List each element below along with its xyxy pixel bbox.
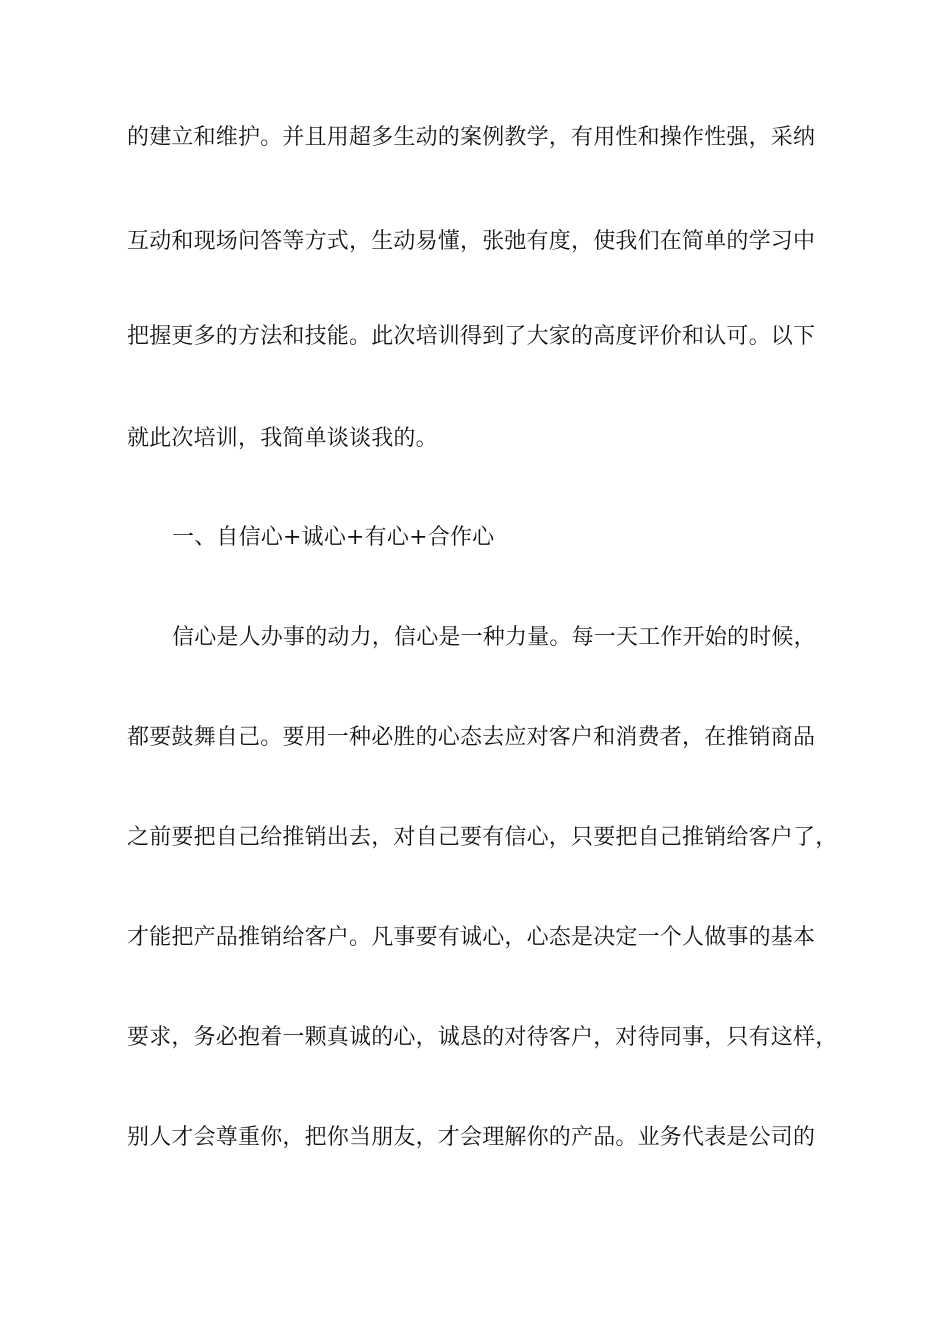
paragraph-line: 要求，务必抱着一颗真诚的心，诚恳的对待客户，对待同事，只有这样， [127, 1025, 838, 1050]
paragraph-line: 别人才会尊重你，把你当朋友，才会理解你的产品。业务代表是公司的 [127, 1125, 816, 1150]
paragraph-line: 都要鼓舞自己。要用一种必胜的心态去应对客户和消费者，在推销商品 [127, 725, 816, 750]
paragraph-line: 就此次培训，我简单谈谈我的。 [127, 426, 438, 451]
paragraph-line: 信心是人办事的动力，信心是一种力量。每一天工作开始的时候， [172, 625, 816, 650]
paragraph-line: 把握更多的方法和技能。此次培训得到了大家的高度评价和认可。以下 [127, 324, 816, 349]
paragraph-line: 的建立和维护。并且用超多生动的案例教学，有用性和操作性强，采纳 [127, 125, 816, 150]
section-heading: 一、自信心+诚心+有心+合作心 [172, 525, 495, 550]
paragraph-line: 互动和现场问答等方式，生动易懂，张弛有度，使我们在简单的学习中 [127, 229, 816, 254]
paragraph-line: 才能把产品推销给客户。凡事要有诚心，心态是决定一个人做事的基本 [127, 925, 816, 950]
paragraph-line: 之前要把自己给推销出去，对自己要有信心，只要把自己推销给客户了， [127, 825, 838, 850]
